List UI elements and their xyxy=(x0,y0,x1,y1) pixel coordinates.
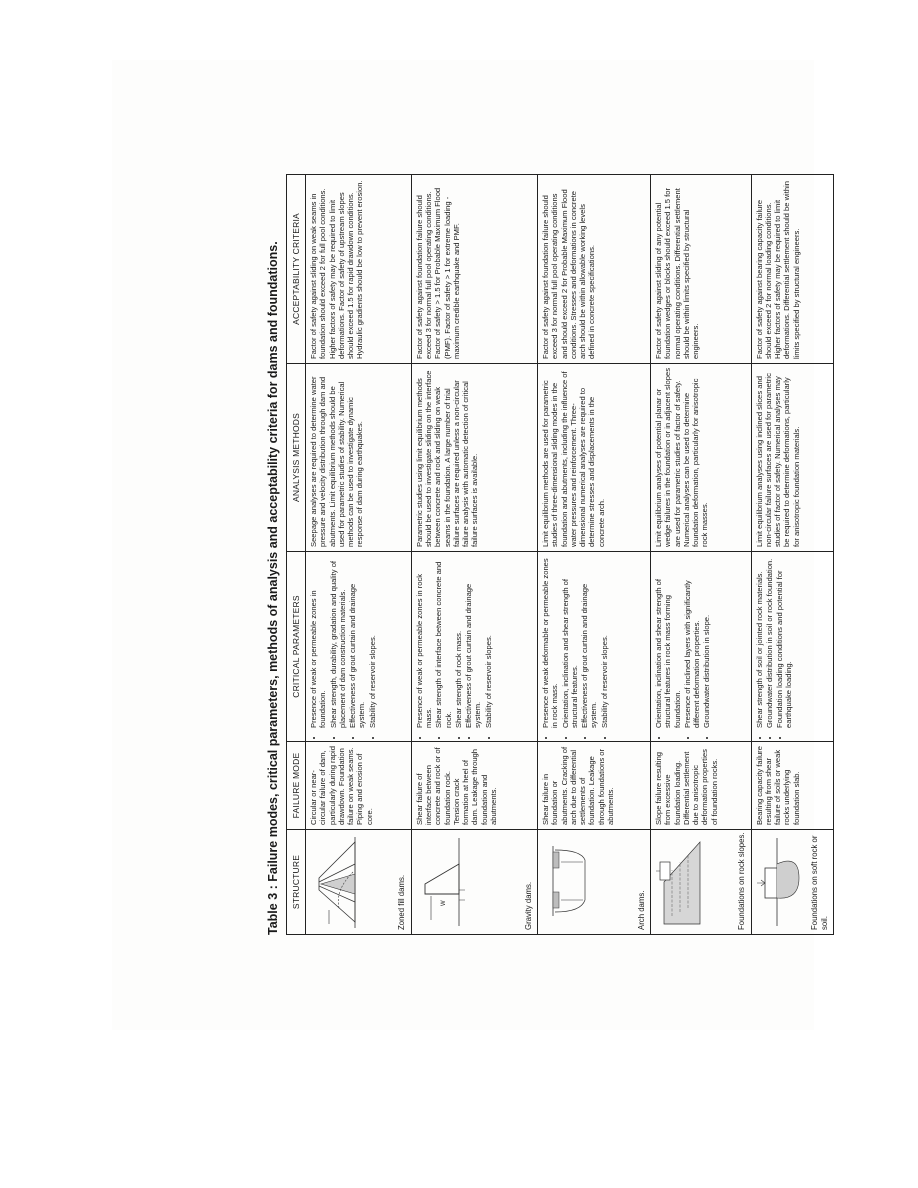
criteria-cell: Factor of safety against sliding of any potential foundation wedges or blocks should exceed 1.5 for normal operating conditions. Differential settlement should be within limits specified by structural engineers. xyxy=(651,175,751,364)
methods-cell: Seepage analyses are required to determine water pressure and velocity distribution through dam and abutments. Limit equilibrium methods should be used for parametric studies of stability. Numerical methods can be used to investigate dynamic response of dam during earthquakes. xyxy=(306,364,412,552)
criteria-cell: Factor of safety against sliding on weak seams in foundation should exceed 2 for full pool conditions. Higher factors of safety may be required to limit deformations. Factor of safety of upstream slopes should exceed 1.5 for rapid drawdown conditions. Hydraulic gradients should be low to prevent erosion. xyxy=(306,175,412,364)
header-critical-parameters: CRITICAL PARAMETERS xyxy=(287,552,306,742)
parameter-item: • Stability of reservoir slopes. xyxy=(484,556,493,728)
parameter-item: • Presence of weak or permeable zones in rock mass. xyxy=(415,556,434,728)
arch-dam-icon xyxy=(541,835,593,930)
table-row xyxy=(306,175,412,935)
structure-label: Zoned fill dams. xyxy=(397,874,407,930)
table-row xyxy=(651,175,751,935)
table-row xyxy=(751,175,834,935)
parameters-cell xyxy=(751,552,834,742)
header-failure-mode: FAILURE MODE xyxy=(287,742,306,830)
parameter-item: • Effectiveness of grout curtain and drainage system. xyxy=(580,556,599,728)
header-structure: STRUCTURE xyxy=(287,830,306,935)
parameter-item: • Presence of inclined layers with significantly different deformation properties. xyxy=(683,556,702,728)
zoned-fill-dam-icon xyxy=(309,835,361,930)
failure-modes-table xyxy=(286,174,834,935)
criteria-cell: Factor of safety against bearing capacity failure should exceed 2 for normal loading conditions. Higher factors of safety may be required to limit deformations. Differential settlement should be within limits specified by structural engineers. xyxy=(751,175,834,364)
structure-label: Gravity dams. xyxy=(523,881,533,930)
table-row xyxy=(538,175,651,935)
header-acceptability-criteria: ACCEPTABILITY CRITERIA xyxy=(287,175,306,364)
svg-text:W: W xyxy=(440,900,447,906)
failure-mode-cell: Bearing capacity failure resulting from shear failure of soils or weak rocks underlying foundation slab. xyxy=(751,742,834,830)
parameter-item: • Shear strength, durability, gradation and quality of placement of dam construction materials. xyxy=(329,556,348,728)
parameter-item: • Shear strength of rock mass. xyxy=(454,556,463,728)
parameters-cell xyxy=(538,552,651,742)
structure-label: Foundations on soft rock or soil. xyxy=(810,835,829,930)
structure-cell xyxy=(538,830,651,935)
structure-cell xyxy=(751,830,834,935)
failure-mode-cell: Shear failure in foundation or abutments. Cracking of arch due to differential settlements of foundation. Leakage through foundations or abutments. xyxy=(538,742,651,830)
methods-cell: Limit equilibrium analyses of potential planar or wedge failures in the foundation or in adjacent slopes are used for parametric studies of factor of safety. Numerical analyses can be used to determine foundation deformation, particularly for anisotropic rock masses. xyxy=(651,364,751,552)
parameter-item: • Shear strength of interface between concrete and rock. xyxy=(434,556,453,728)
failure-mode-cell: Slope failure resulting from excessive foundation loading. Differential settlement due to anisotropic deformation properties of foundation rocks. xyxy=(651,742,751,830)
criteria-cell: Factor of safety against foundation failure should exceed 3 for normal full pool operating conditions and should exceed 2 for Probable Maximum Flood conditions. Stresses and deformations in concrete arch should be within allowable working levels defined in concrete specifications. xyxy=(538,175,651,364)
soft-rock-foundation-icon xyxy=(755,835,807,930)
methods-cell: Parametric studies using limit equilibrium methods should be used to investigate sliding on the interface between concrete and rock and sliding on weak seams in the foundation. A large number of trial failure surfaces are required unless a non-circular failure analysis with automatic detection of critical failure surfaces is available. xyxy=(411,364,537,552)
structure-cell xyxy=(651,830,751,935)
parameter-item: • Groundwater distribution in soil or rock foundation. xyxy=(765,556,774,728)
rotated-page-content xyxy=(262,145,862,935)
structure-cell xyxy=(411,830,537,935)
parameter-item: • Effectiveness of grout curtain and drainage system. xyxy=(348,556,367,728)
parameter-item: • Foundation loading conditions and potential for earthquake loading. xyxy=(775,556,794,728)
parameter-item: • Stability of reservoir slopes. xyxy=(600,556,609,728)
parameter-item: • Groundwater distribution in slope. xyxy=(702,556,711,728)
failure-mode-cell: Shear failure of interface between concrete and rock or of foundation rock. Tension crack formation at heel of dam. Leakage through foundation and abutments. xyxy=(411,742,537,830)
parameter-item: • Presence of weak deformable or permeable zones in rock mass. xyxy=(541,556,560,728)
parameter-item: • Orientation, inclination and shear strength of structural features. xyxy=(561,556,580,728)
criteria-cell: Factor of safety against foundation failure should exceed 3 for normal full pool operating conditions. Factor of safety > 1.5 for Probable Maximum Flood (PMF). Factor of safety > 1 for extreme loading - maximum credible earthquake and PMF. xyxy=(411,175,537,364)
table-row xyxy=(411,175,537,935)
table-header-row xyxy=(287,175,306,935)
structure-label: Arch dams. xyxy=(636,890,646,930)
parameters-cell xyxy=(651,552,751,742)
parameter-item: • Orientation, inclination and shear strength of structural features in rock mass forming foundation. xyxy=(654,556,682,728)
structure-label: Foundations on rock slopes. xyxy=(737,832,746,930)
parameters-cell xyxy=(306,552,412,742)
parameter-item: • Stability of reservoir slopes. xyxy=(368,556,377,728)
parameter-item: • Effectiveness of grout curtain and drainage system. xyxy=(464,556,483,728)
parameter-item: • Shear strength of soil or jointed rock materials. xyxy=(755,556,764,728)
methods-cell: Limit equilibrium analyses using inclined slices and non-circular failure surfaces are used for parametric studies of factor of safety. Numerical analyses may be required to determine deformations, particularly for anisotropic foundation materials. xyxy=(751,364,834,552)
structure-cell xyxy=(306,830,412,935)
parameters-cell xyxy=(411,552,537,742)
methods-cell: Limit equilibrium methods are used for parametric studies of three-dimensional sliding modes in the foundation and abutments, including the influence of water pressures and reinforcement. Three-dimensional numerical analyses are required to determine stresses and displacements in the concrete arch. xyxy=(538,364,651,552)
failure-mode-cell: Circular or near-circular failure of dam, particularly during rapid drawdown. Foundation failure on weak seams. Piping and erosion of core. xyxy=(306,742,412,830)
header-analysis-methods: ANALYSIS METHODS xyxy=(287,364,306,552)
rock-slope-foundation-icon xyxy=(654,835,706,930)
table-caption: Table 3 : Failure modes, critical parameters, methods of analysis and acceptability criteria for dams and foundations. xyxy=(266,241,280,935)
parameter-item: • Presence of weak or permeable zones in foundation. xyxy=(309,556,328,728)
gravity-dam-icon xyxy=(415,835,467,930)
scanned-page xyxy=(112,60,829,1030)
